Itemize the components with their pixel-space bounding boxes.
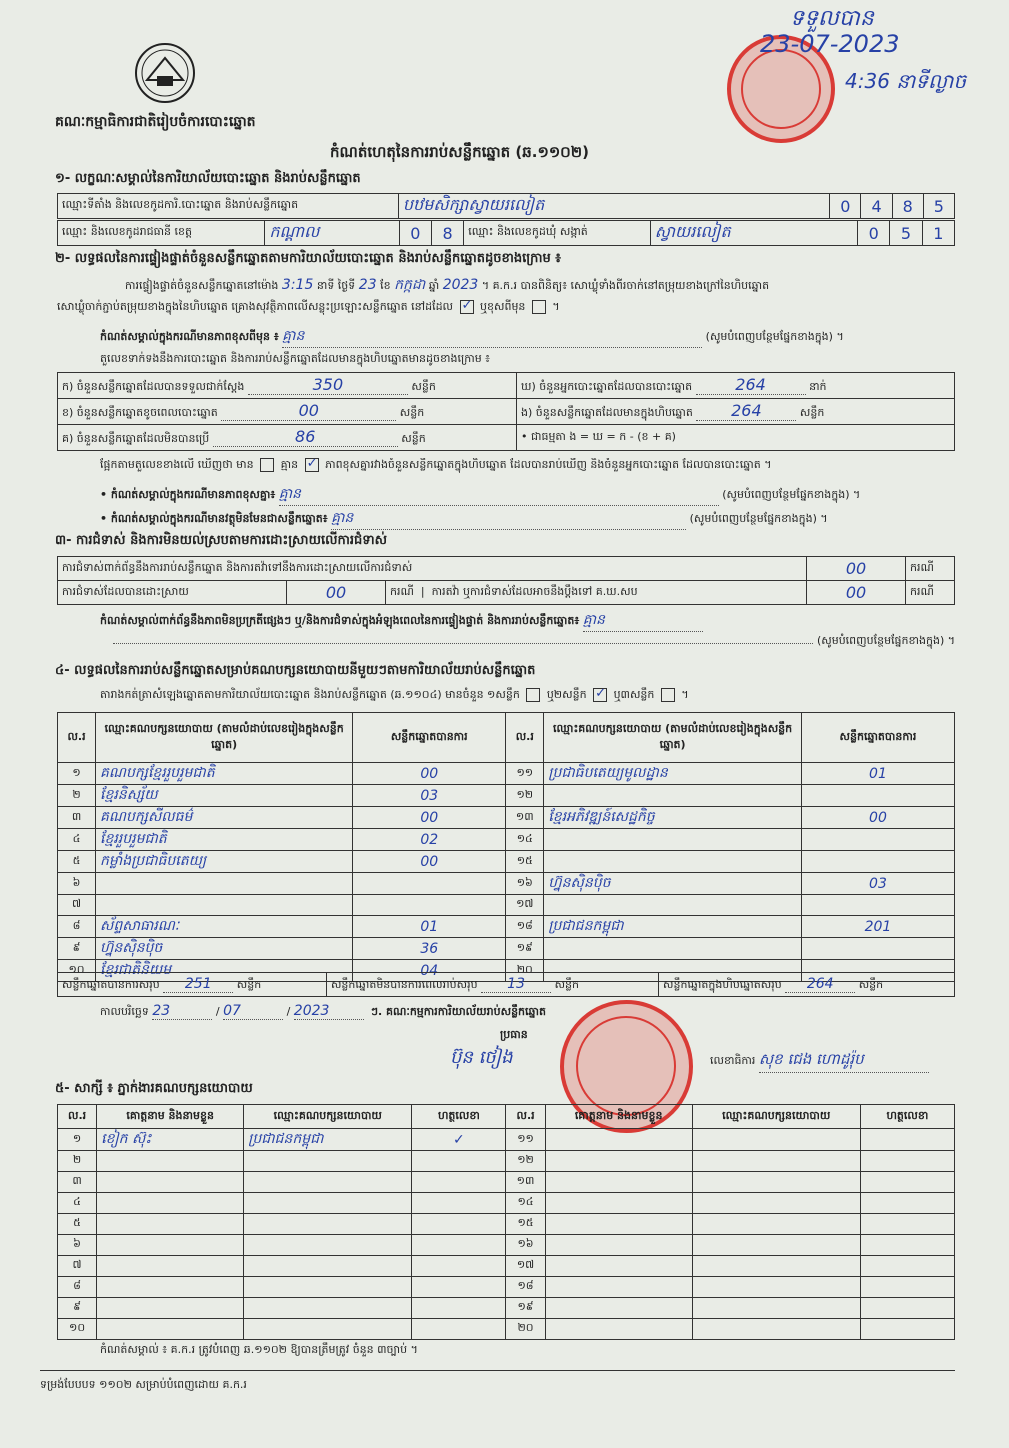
vote-row: [58, 807, 955, 829]
witness-party: [244, 1235, 412, 1256]
party-votes: 00: [353, 807, 506, 829]
has-difference-checkbox[interactable]: [260, 458, 274, 472]
president-signature: ប៊ុន ថៀង: [450, 1047, 513, 1068]
witness-name: [97, 1193, 244, 1214]
party-name: ហ្វ៊ុនស៊ិនប៉ិច: [96, 938, 353, 960]
witness-signature: ✓: [412, 1129, 506, 1151]
handwritten-received-date: 23-07-2023: [760, 30, 900, 58]
party-votes: 01: [801, 763, 954, 785]
witness-party: [692, 1151, 860, 1172]
form-title: កំណត់ហេតុនៃការរាប់សន្លឹកឆ្នោត (ឆ.១១០២): [330, 143, 590, 161]
witness-signature: [412, 1172, 506, 1193]
section4-title: ៤- លទ្ធផលនៃការរាប់សន្លឹកឆ្នោតសម្រាប់គណបក្សនយោបាយនីមួយៗតាមការិយាល័យរាប់សន្លឹកឆ្នោត: [55, 663, 536, 678]
row-number: ៥: [58, 1214, 97, 1235]
party-name: ប្រជាជនកម្ពុជា: [544, 916, 802, 938]
row-number: ១១: [506, 1129, 545, 1151]
handwritten-received-note: ទទួលបាន: [790, 6, 874, 31]
witness-row: [58, 1214, 955, 1235]
section1-table: [57, 193, 955, 219]
location-code-digit: 8: [892, 194, 923, 219]
row-number: ១៩: [506, 1298, 545, 1319]
row-number: ១៧: [506, 1256, 545, 1277]
witness-signature: [860, 1298, 954, 1319]
secretary-signature: សុខ ជេង ហោដូរ៉ុប: [759, 1050, 929, 1073]
witness-row: [58, 1277, 955, 1298]
witness-name: [97, 1172, 244, 1193]
footer-rule: [40, 1370, 955, 1371]
location-label: ឈ្មោះទីតាំង និងលេខកូដការិ.បោះឆ្នោត និងរាប់សន្លឹកឆ្នោត: [58, 194, 399, 219]
witness-signature: [860, 1319, 954, 1340]
row-number: ៧: [58, 1256, 97, 1277]
party-votes: 00: [353, 763, 506, 785]
vote-row: [58, 763, 955, 785]
row-number: ៤: [58, 829, 96, 851]
spoiled-ballots-value: 00: [221, 401, 396, 421]
total-invalid-value: 13: [481, 976, 551, 993]
row-number: ១២: [506, 1151, 545, 1172]
irregularity-note-line2: (សូមបំពេញបន្ថែមផ្នែកខាងក្នុង) ។: [57, 634, 955, 651]
row-number: ១៤: [506, 829, 544, 851]
witness-name: [545, 1151, 692, 1172]
witness-name: [545, 1214, 692, 1235]
party-name: ហ្វ៊ុនស៊ិនប៉ិច: [544, 873, 802, 895]
vote-row: [58, 829, 955, 851]
witness-row: [58, 1319, 955, 1340]
row-number: ៦: [58, 1235, 97, 1256]
witness-table: ល.រ គោត្តនាម និងនាមខ្លួន ឈ្មោះគណបក្សនយោបាយ ហត្ថលេខា ល.រ គោត្តនាម និងនាមខ្លួន ឈ្មោះគណបក្សនយោបាយ ហត្ថលេខា ១ ខៀក ស៊ុះ ប្រជាជនកម្ពុជា ✓ ១១ ២ ១២ ៣ ១៣ ៤ ១៤ ៥ ១៥ ៦ ១៦ ៧ ១៧ ៨ ១៨ ៩ ១៩ ១០ ២០: [57, 1104, 955, 1340]
row-number: ៥: [58, 851, 96, 873]
witness-name: [545, 1193, 692, 1214]
witness-signature: [860, 1129, 954, 1151]
witness-signature: [412, 1193, 506, 1214]
same-checkbox[interactable]: [460, 300, 474, 314]
row-number: ៣: [58, 1172, 97, 1193]
location-code-digit: 5: [923, 194, 954, 219]
vote-row: [58, 895, 955, 916]
vote-row: [58, 873, 955, 895]
row-number: ២០: [506, 960, 544, 982]
witness-name: [97, 1298, 244, 1319]
party-votes: 03: [801, 873, 954, 895]
witness-signature: [412, 1256, 506, 1277]
row-number: ១: [58, 1129, 97, 1151]
witness-signature: [412, 1151, 506, 1172]
objections-table: ការជំទាស់ពាក់ព័ន្ធនឹងការរាប់សន្លឹកឆ្នោត និងការតវ៉ាទៅនឹងការដោះស្រាយលើការជំទាស់ 00 ករណី ការជំទាស់ដែលបានដោះស្រាយ 00 ករណី | ការតវ៉ា ឬការជំទាស់ដែលអាចនឹងប្ដឹងទៅ គ.ឃ.សប 00 ករណី: [57, 556, 955, 605]
witness-party: [244, 1319, 412, 1340]
witness-party: [244, 1298, 412, 1319]
totals-table: សន្លឹកឆ្នោតបានការសរុប 251 សន្លឹក សន្លឹកឆ្នោតមិនបានការពេលរាប់សរុប 13 សន្លឹក សន្លឹកឆ្នោតក្នុងហិបឆ្នោតសរុប 264 សន្លឹក: [57, 972, 955, 997]
witness-party: [244, 1172, 412, 1193]
president-label: ប្រធាន: [500, 1028, 528, 1041]
witness-name: [97, 1235, 244, 1256]
party-votes: [801, 785, 954, 807]
difference-note: កំណត់សម្គាល់ក្នុងករណីមានភាពខុសពីមុន ៖ គ្មាន (សូមបំពេញបន្ថែមផ្នែកខាងក្នុង) ។: [100, 326, 955, 348]
witness-signature: [860, 1214, 954, 1235]
witness-signature: [412, 1235, 506, 1256]
party-votes: [353, 873, 506, 895]
verify-time: 3:15: [281, 277, 314, 293]
commune-code-digit: 0: [858, 221, 890, 246]
party-name: ខ្មែររួបរួមជាតិ: [96, 829, 353, 851]
row-number: ៧: [58, 895, 96, 916]
commune-code-digit: 5: [890, 221, 922, 246]
handwritten-received-time: 4:36 នាទីល្ងាច: [845, 69, 967, 93]
witness-party: [692, 1193, 860, 1214]
section1-title: ១- លក្ខណៈសម្គាល់នៃការិយាល័យបោះឆ្នោត និងរាប់សន្លឹកឆ្នោត: [55, 171, 361, 186]
party-votes: 01: [353, 916, 506, 938]
witness-party: [692, 1298, 860, 1319]
party-votes: 02: [353, 829, 506, 851]
two-sheets-checkbox[interactable]: [593, 688, 607, 702]
section5-title: ៥- សាក្សី ៖ ភ្នាក់ងារគណបក្សនយោបាយ: [55, 1081, 253, 1096]
witness-party: [244, 1277, 412, 1298]
count-date: កាលបរិច្ឆេទ 23 / 07 / 2023 ៗ. គណៈកម្មការការិយាល័យរាប់សន្លឹកឆ្នោត: [100, 1003, 546, 1019]
sheet-count-line: តារាងកត់ត្រាសំឡេងឆ្នោតតាមការិយាល័យបោះឆ្នោត និងរាប់សន្លឹកឆ្នោត (ឆ.១១០៤) មានចំនួន ១សន្លឹក ឬ២សន្លឹក ✓ ឬ៣សន្លឹក ។: [100, 688, 689, 704]
witness-party: [692, 1319, 860, 1340]
witness-name: [545, 1298, 692, 1319]
witness-signature: [860, 1235, 954, 1256]
verify-year: 2023: [442, 277, 479, 293]
witness-name: [545, 1235, 692, 1256]
verification-line1: ការផ្ទៀងផ្ទាត់ចំនួនសន្លឹកឆ្នោតនៅម៉ោង 3:15 នាទី ថ្ងៃទី 23 ខែ កក្កដា ឆ្នាំ 2023 ។ គ.ក.រ បានពិនិត្យ៖ សោឃ្លុំទាំងពីរចាក់នៅតម្រុយខាងក្រៅនៃហិបឆ្នោត: [125, 277, 770, 293]
witness-signature: [412, 1277, 506, 1298]
row-number: ៩: [58, 1298, 97, 1319]
org-name: គណៈកម្មាធិការជាតិរៀបចំការបោះឆ្នោត: [55, 114, 256, 130]
total-valid-value: 251: [163, 976, 233, 993]
party-name: គណបក្សខ្មែររួបរួមជាតិ: [96, 763, 353, 785]
province-code-digit: 0: [399, 221, 431, 246]
compare-line: ផ្អែកតាមតួលេខខាងលើ ឃើញថា មាន គ្មាន ✓ ភាពខុសគ្នារវាងចំនួនសន្លឹកឆ្នោតក្នុងហិបឆ្នោត ដែលបានរាប់ឃើញ និងចំនួនអ្នកបោះឆ្នោត ដែលបានបោះឆ្នោត ។: [100, 458, 955, 474]
nec-logo-icon: [133, 40, 197, 106]
verify-month: កក្កដា: [394, 277, 426, 293]
witness-signature: [860, 1151, 954, 1172]
party-votes: [801, 851, 954, 873]
witness-party: [692, 1256, 860, 1277]
witness-party: [244, 1214, 412, 1235]
foreign-object-note: • កំណត់សម្គាល់ក្នុងករណីមានវត្ថុមិនមែនជាសន្លឹកឆ្នោត៖ គ្មាន (សូមបំពេញបន្ថែមផ្នែកខាងក្នុង) ។: [100, 508, 955, 530]
witness-name: [97, 1277, 244, 1298]
witness-party: [692, 1172, 860, 1193]
secretary-line: លេខាធិការ សុខ ជេង ហោដូរ៉ុប: [710, 1050, 929, 1073]
witness-party: [692, 1129, 860, 1151]
party-votes: [801, 938, 954, 960]
witness-signature: [860, 1172, 954, 1193]
changed-checkbox[interactable]: [532, 300, 546, 314]
witness-row: [58, 1172, 955, 1193]
party-name: [544, 851, 802, 873]
party-votes: 36: [353, 938, 506, 960]
location-value: បឋមសិក្សាស្វាយរលៀត: [398, 194, 829, 219]
witness-row: [58, 1193, 955, 1214]
province-label: ឈ្មោះ និងលេខកូដរាជធានី ខេត្ត: [58, 221, 265, 246]
appeal-value: 00: [807, 581, 906, 605]
row-number: ១៥: [506, 1214, 545, 1235]
vote-row: [58, 916, 955, 938]
party-name: កម្លាំងប្រជាធិបតេយ្យ: [96, 851, 353, 873]
commune-code-digit: 1: [922, 221, 954, 246]
party-name: ស័ព្ទសាធារណៈ: [96, 916, 353, 938]
witness-name: [545, 1172, 692, 1193]
party-votes: 00: [353, 851, 506, 873]
party-votes: 00: [801, 807, 954, 829]
witness-row: [58, 1298, 955, 1319]
row-number: ១០: [58, 960, 96, 982]
party-name: [544, 895, 802, 916]
location-code-digit: 4: [861, 194, 892, 219]
witness-signature: [860, 1277, 954, 1298]
party-name: ខ្មែរនិស្ស័យ: [96, 785, 353, 807]
section3-title: ៣- ការជំទាស់ និងការមិនយល់ស្របតាមការដោះស្រាយលើការជំទាស់: [55, 533, 387, 548]
row-number: ១៦: [506, 873, 544, 895]
witness-name: [545, 1319, 692, 1340]
row-number: ៣: [58, 807, 96, 829]
witness-row: [58, 1235, 955, 1256]
witness-row: [58, 1256, 955, 1277]
witness-name: [545, 1256, 692, 1277]
footnote: កំណត់សម្គាល់ ៖ គ.ក.រ ត្រូវបំពេញ ឆ.១១០២ ឱ្យបានត្រឹមត្រូវ ចំនួន ៣ច្បាប់ ។: [100, 1343, 418, 1356]
one-sheet-checkbox[interactable]: [526, 688, 540, 702]
province-code-digit: 8: [431, 221, 463, 246]
party-name: [544, 829, 802, 851]
party-name: [544, 938, 802, 960]
verify-day: 23: [358, 277, 377, 293]
row-number: ២: [58, 785, 96, 807]
row-number: ៦: [58, 873, 96, 895]
witness-name: [545, 1277, 692, 1298]
row-number: ១៣: [506, 1172, 545, 1193]
witness-signature: [412, 1214, 506, 1235]
vote-row: [58, 938, 955, 960]
row-number: ១៨: [506, 916, 544, 938]
no-difference-checkbox[interactable]: [305, 458, 319, 472]
witness-party: [244, 1151, 412, 1172]
party-name: [96, 873, 353, 895]
resolved-value: 00: [287, 581, 386, 605]
row-number: ១២: [506, 785, 544, 807]
row-number: ១៤: [506, 1193, 545, 1214]
row-number: ៩: [58, 938, 96, 960]
party-votes: [801, 895, 954, 916]
witness-signature: [860, 1256, 954, 1277]
row-number: ១៦: [506, 1235, 545, 1256]
section1-table-row2: [57, 220, 955, 246]
party-votes: [353, 895, 506, 916]
row-number: ៨: [58, 1277, 97, 1298]
party-name: គណបក្សសីលធម៌: [96, 807, 353, 829]
witness-row: [58, 1151, 955, 1172]
row-number: ២០: [506, 1319, 545, 1340]
province-value: កណ្ដាល: [265, 221, 399, 246]
witness-name: [97, 1256, 244, 1277]
party-name: ខ្មែរអភិវឌ្ឍន៍សេដ្ឋកិច្ច: [544, 807, 802, 829]
party-votes: 201: [801, 916, 954, 938]
unused-ballots-value: 86: [213, 427, 398, 447]
section2-title: ២- លទ្ធផលនៃការផ្ទៀងផ្ទាត់ចំនួនសន្លឹកឆ្នោតតាមការិយាល័យបោះឆ្នោត និងរាប់សន្លឹកឆ្នោតដូចខាងក្រោម ៖: [55, 251, 561, 266]
voters-value: 264: [696, 375, 806, 395]
commune-label: ឈ្មោះ និងលេខកូដឃុំ សង្កាត់: [464, 221, 650, 246]
witness-signature: [860, 1193, 954, 1214]
row-number: ១៥: [506, 851, 544, 873]
commune-value: ស្វាយរលៀត: [650, 221, 857, 246]
verification-line2: សោឃ្លុំចាក់ភ្ជាប់តម្រុយខាងក្នុងនៃហិបឆ្នោត គ្រោងសុវត្ថិភាពលើសន្លុះប្រឡោះសន្លឹកឆ្នោត នៅដដែល ✓ ឬខុសពីមុន ។: [57, 300, 560, 316]
row-number: ១៨: [506, 1277, 545, 1298]
witness-row: [58, 1129, 955, 1151]
vote-row: [58, 785, 955, 807]
three-sheets-checkbox[interactable]: [661, 688, 675, 702]
row-number: ១០: [58, 1319, 97, 1340]
location-code-digit: 0: [830, 194, 861, 219]
party-name: [96, 895, 353, 916]
witness-signature: [412, 1319, 506, 1340]
party-votes: 04: [353, 960, 506, 982]
row-number: ១: [58, 763, 96, 785]
witness-party: [692, 1277, 860, 1298]
votes-table: ល.រ ឈ្មោះគណបក្សនយោបាយ (តាមលំដាប់លេខរៀងក្នុងសន្លឹកឆ្នោត) សន្លឹកឆ្នោតបានការ ល.រ ឈ្មោះគណបក្សនយោបាយ (តាមលំដាប់លេខរៀងក្នុងសន្លឹកឆ្នោត) សន្លឹកឆ្នោតបានការ ១ គណបក្សខ្មែររួបរួមជាតិ 00 ១១ ប្រជាធិបតេយ្យមូលដ្ឋាន 01 ២ ខ្មែរនិស្ស័យ 03 ១២ ៣ គណបក្សសីលធម៌ 00 ១៣ ខ្មែរអភិវឌ្ឍន៍សេដ្ឋកិច្ច 00 ៤ ខ្មែររួបរួមជាតិ 02 ១៤ ៥ កម្លាំងប្រជាធិបតេយ្យ 00 ១៥ ៦ ១៦ ហ្វ៊ុនស៊ិនប៉ិច 03 ៧ ១៧ ៨ ស័ព្ទសាធារណៈ 01 ១៨ ប្រជាជនកម្ពុជា 201 ៩ ហ្វ៊ុនស៊ិនប៉ិច 36 ១៩ ១០ ខ្មែរជាតិនិយម 04 ២០: [57, 712, 955, 982]
total-box-value: 264: [785, 976, 855, 993]
witness-party: [244, 1256, 412, 1277]
party-votes: [801, 829, 954, 851]
row-number: ១៣: [506, 807, 544, 829]
row-number: ១៧: [506, 895, 544, 916]
witness-party: [692, 1214, 860, 1235]
row-number: ១៩: [506, 938, 544, 960]
witness-name: [97, 1151, 244, 1172]
objections-value: 00: [807, 557, 906, 581]
party-name: ប្រជាធិបតេយ្យមូលដ្ឋាន: [544, 763, 802, 785]
witness-name: [97, 1214, 244, 1235]
row-number: ២: [58, 1151, 97, 1172]
witness-party: [692, 1235, 860, 1256]
witness-signature: [412, 1298, 506, 1319]
party-name: [544, 785, 802, 807]
witness-name: [545, 1129, 692, 1151]
witness-name: ខៀក ស៊ុះ: [97, 1129, 244, 1151]
row-number: ១១: [506, 763, 544, 785]
formula: • ជាធម្មតា ង = ឃ = ក - (ខ + គ): [517, 425, 955, 451]
received-ballots-value: 350: [248, 375, 408, 395]
party-votes: 03: [353, 785, 506, 807]
difference-note-value: គ្មាន: [282, 326, 702, 348]
witness-party: [244, 1193, 412, 1214]
witness-name: [97, 1319, 244, 1340]
figures-intro: តួលេខទាក់ទងនឹងការបោះឆ្នោត និងការរាប់សន្លឹកឆ្នោតដែលមានក្នុងហិបឆ្នោតមានដូចខាងក្រោម ៖: [100, 352, 491, 365]
row-number: ៤: [58, 1193, 97, 1214]
difference-note-2: • កំណត់សម្គាល់ក្នុងករណីមានភាពខុសគ្នា៖ គ្មាន (សូមបំពេញបន្ថែមផ្នែកខាងក្នុង) ។: [100, 484, 955, 506]
row-number: ៨: [58, 916, 96, 938]
irregularity-note: កំណត់សម្គាល់ពាក់ព័ន្ធនឹងភាពមិនប្រក្រតីផ្សេងៗ ឬ/និងការជំទាស់ក្នុងអំឡុងពេលនៃការផ្ទៀងផ្ទាត់ និងការរាប់សន្លឹកឆ្នោត៖ គ្មាន: [100, 610, 955, 632]
party-name: ខ្មែរជាតិនិយម: [96, 960, 353, 982]
ballots-in-box-value: 264: [696, 401, 796, 421]
form-reference: ទម្រង់បែបបទ ១១០២ សម្រាប់បំពេញដោយ គ.ក.រ: [40, 1378, 247, 1391]
figures-table: ក) ចំនួនសន្លឹកឆ្នោតដែលបានទទួលជាក់ស្ដែង 350 សន្លឹក ឃ) ចំនួនអ្នកបោះឆ្នោតដែលបានបោះឆ្នោត 264 នាក់ ខ) ចំនួនសន្លឹកឆ្នោតខូចពេលបោះឆ្នោត 00 សន្លឹក ង) ចំនួនសន្លឹកឆ្នោតដែលមានក្នុងហិបឆ្នោត 264 សន្លឹក គ) ចំនួនសន្លឹកឆ្នោតដែលមិនបានប្រើ 86 សន្លឹក • ជាធម្មតា ង = ឃ = ក - (ខ + គ): [57, 372, 955, 451]
vote-row: [58, 851, 955, 873]
witness-party: ប្រជាជនកម្ពុជា: [244, 1129, 412, 1151]
